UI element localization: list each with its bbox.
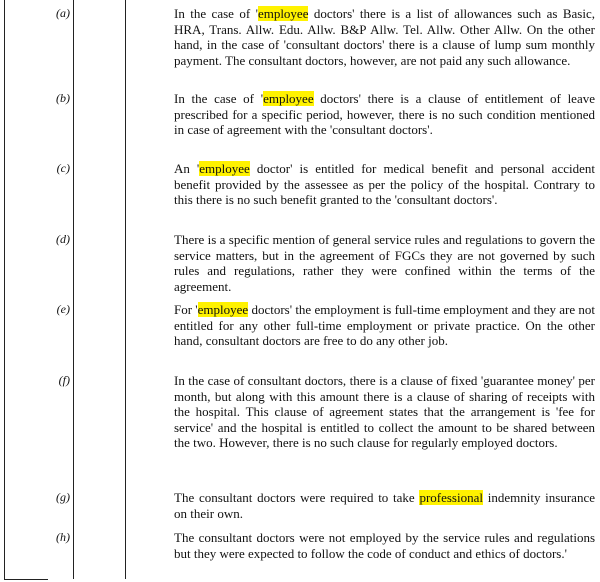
highlighted-term: employee bbox=[257, 6, 309, 21]
clause-label: (d) bbox=[56, 232, 70, 246]
clause-text-part: For ' bbox=[174, 302, 198, 317]
clause-label: (a) bbox=[56, 6, 70, 20]
column-divider-line bbox=[125, 0, 126, 579]
clause-label: (e) bbox=[56, 302, 70, 316]
clause-text-part: In the case of ' bbox=[174, 91, 264, 106]
clause-text-part: In the case of consultant doctors, there is a clause of fixed 'guarantee money' per month, but along with this amount there is a clause of sharing of receipts with the hospital. This clause of agreement states that the arrangement is 'fee for service' and the hospital is entitled to collect the amount to be shared between the two. However, there is no such clause for regularly employed doctors. bbox=[174, 373, 595, 450]
highlighted-term: employee bbox=[197, 302, 249, 317]
clause-text-part: doctors' there is a clause of entitlement of leave prescribed for a specific period, however, there is no such condition mentioned in case of agreement with the 'consultant doctors'. bbox=[174, 91, 595, 137]
clause-text bbox=[174, 373, 595, 451]
clause-label: (b) bbox=[56, 91, 70, 105]
clause-text-part: The consultant doctors were required to take bbox=[174, 490, 420, 505]
highlighted-term: employee bbox=[263, 91, 314, 106]
clause-text bbox=[174, 530, 595, 561]
clause-text-part: The consultant doctors were not employed by the service rules and regulations but they were expected to follow the code of conduct and ethics of doctors.' bbox=[174, 530, 595, 561]
clause-text bbox=[174, 490, 595, 521]
clause-text bbox=[174, 302, 595, 349]
clause-text bbox=[174, 232, 595, 294]
clause-text bbox=[174, 161, 595, 208]
clause-text-part: doctors' there is a list of allowances such as Basic, HRA, Trans. Allw. Edu. Allw. B&P Allw. Tel. Allw. Other Allw. On the other hand, in the case of 'consultant doctors' there is a clause of lump sum monthly payment. The consultant doctors, however, are not paid any such allowance. bbox=[174, 6, 595, 68]
clause-label: (g) bbox=[56, 490, 70, 504]
clause-label: (f) bbox=[58, 373, 70, 387]
clause-text bbox=[174, 91, 595, 138]
clause-label: (h) bbox=[56, 530, 70, 544]
highlighted-term: professional bbox=[419, 490, 483, 505]
clause-text-part: indemnity insurance on their own. bbox=[174, 490, 595, 521]
clause-text-part: There is a specific mention of general service rules and regulations to govern the service matters, but in the agreement of FGCs they are not governed by such rules and regulations, rather they were confined within the terms of the agreement. bbox=[174, 232, 595, 294]
bottom-rule bbox=[4, 579, 48, 580]
clause-label: (c) bbox=[56, 161, 70, 175]
highlighted-term: employee bbox=[199, 161, 250, 176]
clause-text-part: An ' bbox=[174, 161, 200, 176]
column-divider-line bbox=[73, 0, 74, 579]
clause-text-part: In the case of ' bbox=[174, 6, 258, 21]
clause-text-part: doctors' the employment is full-time employment and they are not entitled for any other full-time employment or private practice. On the other hand, consultant doctors are free to do any other job. bbox=[174, 302, 595, 348]
clause-text-part: doctor' is entitled for medical benefit and personal accident benefit provided by the assessee as per the policy of the hospital. Contrary to this there is no such benefit granted to the 'consultant doctors'. bbox=[174, 161, 595, 207]
clause-text bbox=[174, 6, 595, 68]
left-border-line bbox=[4, 0, 5, 579]
